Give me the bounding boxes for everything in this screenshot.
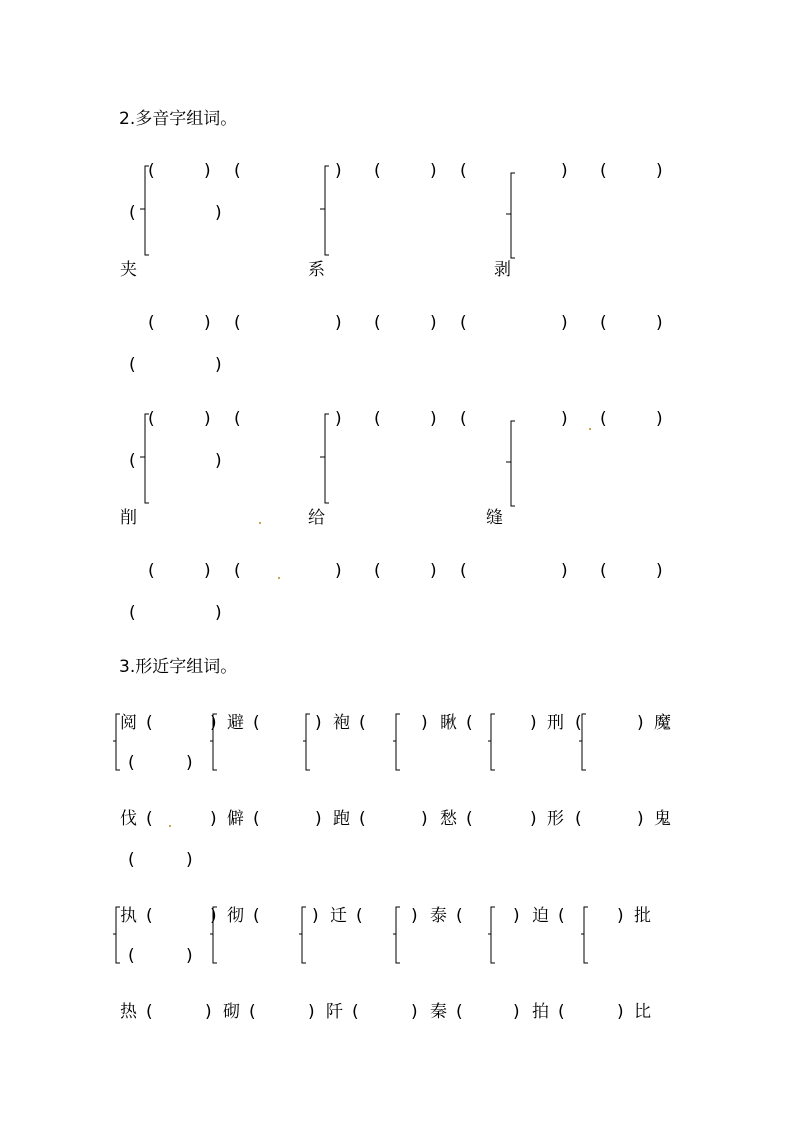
paren-close: ) xyxy=(204,161,211,181)
polyphone-char: 削 xyxy=(120,508,137,528)
paren-close: ) xyxy=(335,561,342,581)
paren-open: ( xyxy=(359,809,366,829)
polyphone-char: 剥 xyxy=(494,260,511,280)
paren-close: ) xyxy=(561,313,568,333)
paren-open: ( xyxy=(146,809,153,829)
paren-open: ( xyxy=(456,1002,463,1022)
paren-close: ) xyxy=(530,809,537,829)
paren-open: ( xyxy=(352,1002,359,1022)
paren-open: ( xyxy=(128,850,135,870)
paren-open: ( xyxy=(129,451,136,471)
paren-open: ( xyxy=(600,161,607,181)
similar-char: 阡 xyxy=(326,1002,343,1022)
stray-dot xyxy=(278,577,280,579)
paren-open: ( xyxy=(558,1002,565,1022)
paren-open: ( xyxy=(129,203,136,223)
paren-open: ( xyxy=(575,809,582,829)
paren-close: ) xyxy=(421,713,428,733)
paren-close: ) xyxy=(315,809,322,829)
paren-close: ) xyxy=(617,906,624,926)
paren-close: ) xyxy=(215,603,222,623)
similar-char: 拍 xyxy=(532,1002,549,1022)
paren-open: ( xyxy=(148,313,155,333)
paren-open: ( xyxy=(253,713,260,733)
brace xyxy=(393,713,401,771)
paren-close: ) xyxy=(421,809,428,829)
paren-open: ( xyxy=(234,561,241,581)
paren-open: ( xyxy=(600,313,607,333)
section-3-title: 3.形近字组词。 xyxy=(119,657,238,677)
paren-close: ) xyxy=(513,1002,520,1022)
paren-close: ) xyxy=(430,161,437,181)
paren-close: ) xyxy=(215,355,222,375)
paren-close: ) xyxy=(656,561,663,581)
paren-open: ( xyxy=(460,409,467,429)
paren-close: ) xyxy=(315,713,322,733)
paren-open: ( xyxy=(128,946,135,966)
similar-char: 秦 xyxy=(430,1002,447,1022)
similar-char: 比 xyxy=(634,1002,651,1022)
brace xyxy=(393,906,401,964)
paren-close: ) xyxy=(430,313,437,333)
paren-open: ( xyxy=(359,713,366,733)
paren-close: ) xyxy=(637,809,644,829)
paren-open: ( xyxy=(460,561,467,581)
paren-open: ( xyxy=(146,1002,153,1022)
brace xyxy=(299,906,307,964)
paren-open: ( xyxy=(466,809,473,829)
similar-char: 伐 xyxy=(120,809,137,829)
paren-open: ( xyxy=(356,906,363,926)
paren-close: ) xyxy=(411,906,418,926)
paren-close: ) xyxy=(210,713,217,733)
paren-open: ( xyxy=(374,409,381,429)
paren-close: ) xyxy=(210,906,217,926)
paren-close: ) xyxy=(430,409,437,429)
paren-close: ) xyxy=(656,161,663,181)
paren-open: ( xyxy=(128,753,135,773)
brace xyxy=(303,713,311,771)
paren-close: ) xyxy=(637,713,644,733)
paren-close: ) xyxy=(308,1002,315,1022)
paren-open: ( xyxy=(374,313,381,333)
paren-open: ( xyxy=(234,313,241,333)
similar-char: 彻 xyxy=(227,906,244,926)
brace xyxy=(488,906,496,964)
similar-char: 避 xyxy=(227,713,244,733)
paren-close: ) xyxy=(186,753,193,773)
similar-char: 袍 xyxy=(333,713,350,733)
paren-open: ( xyxy=(600,561,607,581)
paren-close: ) xyxy=(561,561,568,581)
stray-dot xyxy=(259,522,261,524)
paren-open: ( xyxy=(253,906,260,926)
paren-close: ) xyxy=(204,409,211,429)
brace-gei xyxy=(319,413,331,505)
paren-close: ) xyxy=(210,809,217,829)
paren-close: ) xyxy=(411,1002,418,1022)
paren-open: ( xyxy=(146,713,153,733)
paren-open: ( xyxy=(466,713,473,733)
paren-open: ( xyxy=(253,809,260,829)
paren-open: ( xyxy=(374,161,381,181)
polyphone-char: 给 xyxy=(308,508,325,528)
paren-close: ) xyxy=(617,1002,624,1022)
similar-char: 执 xyxy=(120,906,137,926)
stray-dot xyxy=(589,428,591,430)
paren-open: ( xyxy=(249,1002,256,1022)
similar-char: 泰 xyxy=(430,906,447,926)
paren-open: ( xyxy=(148,409,155,429)
paren-open: ( xyxy=(374,561,381,581)
paren-open: ( xyxy=(575,713,582,733)
paren-open: ( xyxy=(148,161,155,181)
similar-char: 鬼 xyxy=(654,809,671,829)
paren-close: ) xyxy=(335,409,342,429)
polyphone-char: 夹 xyxy=(120,260,137,280)
similar-char: 批 xyxy=(634,906,651,926)
paren-close: ) xyxy=(186,946,193,966)
similar-char: 阅 xyxy=(120,713,137,733)
stray-dot xyxy=(169,825,171,827)
similar-char: 迫 xyxy=(532,906,549,926)
paren-open: ( xyxy=(456,906,463,926)
similar-char: 刑 xyxy=(547,713,564,733)
paren-open: ( xyxy=(460,161,467,181)
paren-close: ) xyxy=(204,561,211,581)
similar-char: 砌 xyxy=(223,1002,240,1022)
brace-bo xyxy=(505,172,517,260)
similar-char: 形 xyxy=(547,809,564,829)
paren-close: ) xyxy=(215,203,222,223)
brace xyxy=(488,713,496,771)
polyphone-char: 系 xyxy=(308,260,325,280)
paren-close: ) xyxy=(335,161,342,181)
similar-char: 跑 xyxy=(333,809,350,829)
paren-close: ) xyxy=(561,161,568,181)
paren-close: ) xyxy=(312,906,319,926)
paren-close: ) xyxy=(561,409,568,429)
paren-open: ( xyxy=(129,355,136,375)
paren-close: ) xyxy=(656,409,663,429)
similar-char: 迁 xyxy=(330,906,347,926)
paren-close: ) xyxy=(430,561,437,581)
section-2-title: 2.多音字组词。 xyxy=(119,109,238,129)
paren-open: ( xyxy=(558,906,565,926)
similar-char: 热 xyxy=(120,1002,137,1022)
similar-char: 瞅 xyxy=(440,713,457,733)
similar-char: 僻 xyxy=(227,809,244,829)
paren-open: ( xyxy=(148,561,155,581)
paren-close: ) xyxy=(513,906,520,926)
similar-char: 愁 xyxy=(440,809,457,829)
brace xyxy=(581,906,589,964)
paren-close: ) xyxy=(205,1002,212,1022)
similar-char: 魔 xyxy=(654,713,671,733)
paren-close: ) xyxy=(215,451,222,471)
paren-open: ( xyxy=(146,906,153,926)
paren-close: ) xyxy=(186,850,193,870)
paren-open: ( xyxy=(234,161,241,181)
paren-close: ) xyxy=(530,713,537,733)
paren-close: ) xyxy=(204,313,211,333)
paren-open: ( xyxy=(129,603,136,623)
paren-open: ( xyxy=(234,409,241,429)
brace-feng xyxy=(505,420,517,508)
paren-open: ( xyxy=(600,409,607,429)
paren-open: ( xyxy=(460,313,467,333)
paren-close: ) xyxy=(335,313,342,333)
polyphone-char: 缝 xyxy=(486,508,503,528)
paren-close: ) xyxy=(656,313,663,333)
brace-xi xyxy=(319,165,331,257)
